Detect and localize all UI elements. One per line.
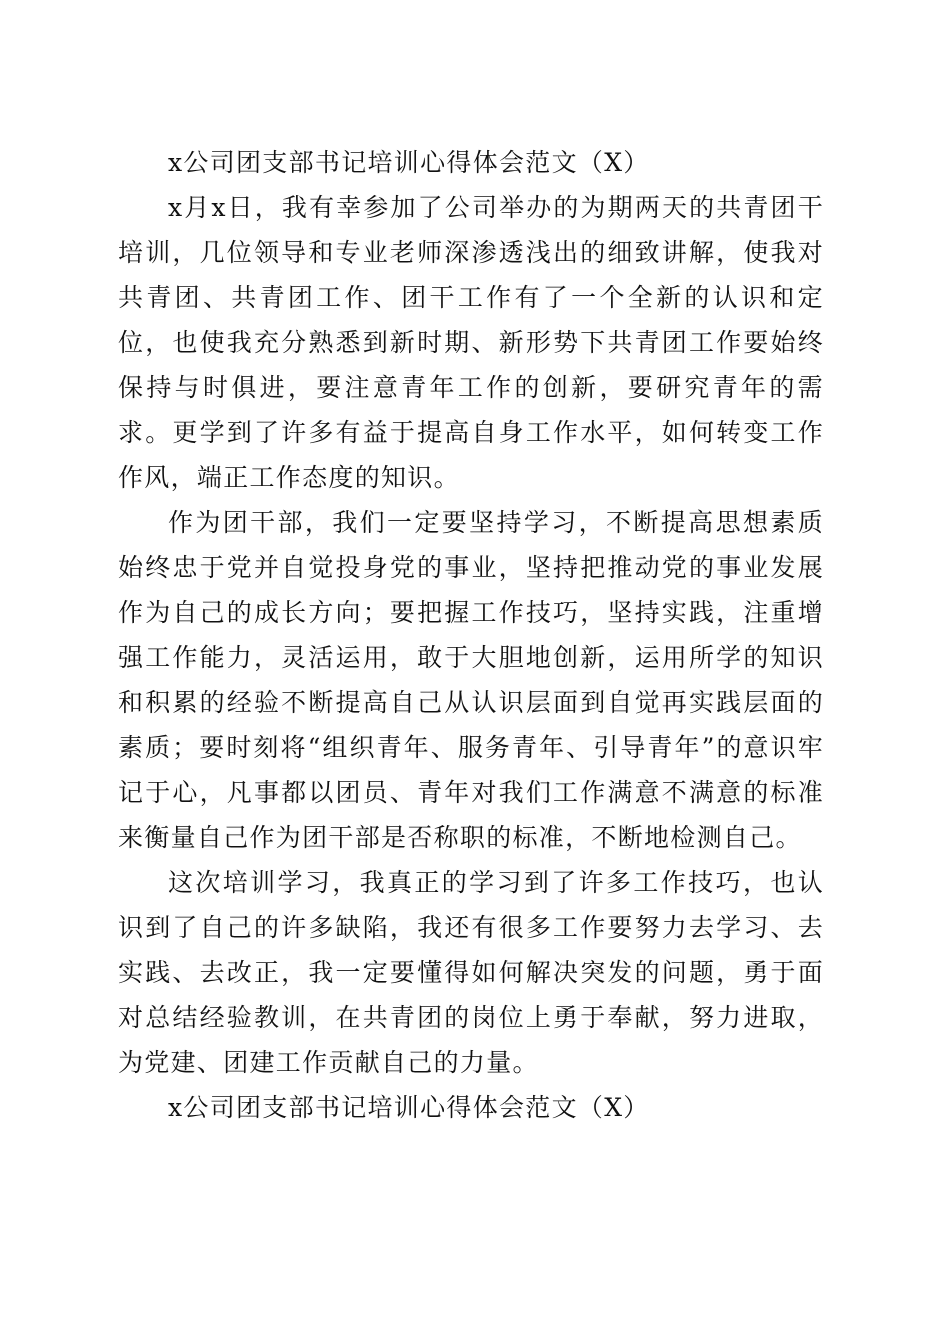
- paragraph-2: 作为团干部，我们一定要坚持学习，不断提高思想素质始终忠于党并自觉投身党的事业，坚持把推动党的事业发展作为自己的成长方向；要把握工作技巧，坚持实践，注重增强工作能力，灵活运用，敢于大胆地创新，运用所学的知识和积累的经验不断提高自己从认识层面到自觉再实践层面的素质；要时刻将“组织青年、服务青年、引导青年”的意识牢记于心，凡事都以团员、青年对我们工作满意不满意的标准来衡量自己作为团干部是否称职的标准，不断地检测自己。: [118, 508, 824, 852]
- paragraph-3: 这次培训学习，我真正的学习到了许多工作技巧，也认识到了自己的许多缺陷，我还有很多工作要努力去学习、去实践、去改正，我一定要懂得如何解决突发的问题，勇于面对总结经验教训，在共青团的岗位上勇于奉献，努力进取，为党建、团建工作贡献自己的力量。: [118, 868, 824, 1077]
- paragraph-1: x月x日，我有幸参加了公司举办的为期两天的共青团干培训，几位领导和专业老师深渗透浅出的细致讲解，使我对共青团、共青团工作、团干工作有了一个全新的认识和定位，也使我充分熟悉到新时期、新形势下共青团工作要始终保持与时俱进，要注意青年工作的创新，要研究青年的需求。更学到了许多有益于提高自身工作水平，如何转变工作作风，端正工作态度的知识。: [118, 193, 824, 492]
- repeated-title: x公司团支部书记培训心得体会范文（X）: [168, 1093, 650, 1122]
- document-title: x公司团支部书记培训心得体会范文（X）: [168, 148, 650, 177]
- document-body: [118, 140, 824, 1130]
